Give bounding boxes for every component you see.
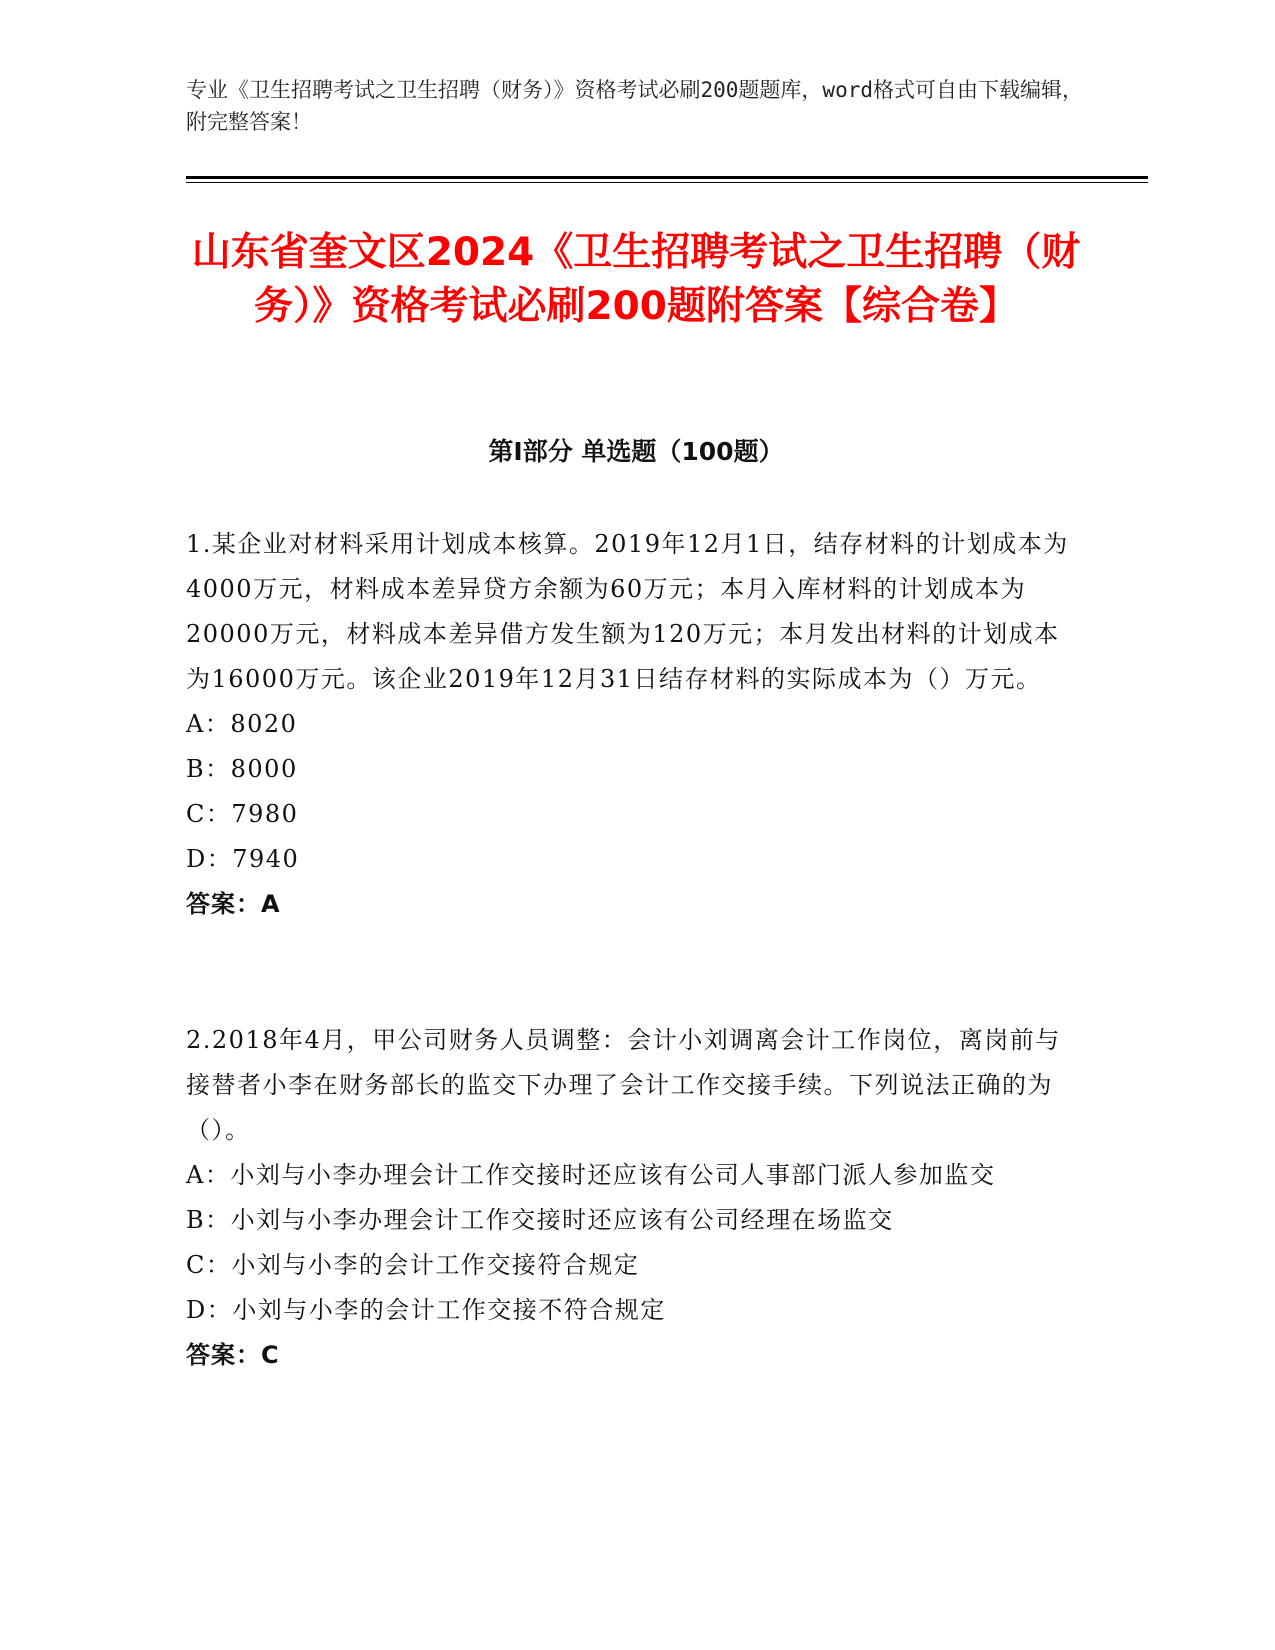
option-c: C：7980 [186, 800, 299, 828]
option-c: C：小刘与小李的会计工作交接符合规定 [186, 1251, 640, 1279]
option-b: B：8000 [186, 755, 298, 783]
question-answer: 答案：A [186, 890, 281, 918]
header-divider-thin [186, 182, 1148, 183]
question-stem: 1.某企业对材料采用计划成本核算。2019年12月1日，结存材料的计划成本为4000万元，材料成本差异贷方余额为60万元；本月入库材料的计划成本为20000万元，材料成本差异借方发生额为120万元；本月发出材料的计划成本为16000万元。该企业2019年12月31日结存材料的实际成本为（）万元。 [186, 530, 1069, 693]
option-b: B：小刘与小李办理会计工作交接时还应该有公司经理在场监交 [186, 1206, 894, 1234]
option-d: D：7940 [186, 845, 300, 873]
option-a: A：小刘与小李办理会计工作交接时还应该有公司人事部门派人参加监交 [186, 1161, 996, 1189]
question-stem: 2.2018年4月，甲公司财务人员调整：会计小刘调离会计工作岗位，离岗前与接替者小李在财务部长的监交下办理了会计工作交接手续。下列说法正确的为（）。 [186, 1026, 1061, 1144]
section-heading: 第I部分 单选题（100题） [488, 437, 784, 466]
option-d: D：小刘与小李的会计工作交接不符合规定 [186, 1296, 666, 1324]
question-answer: 答案：C [186, 1341, 280, 1369]
question-2 [186, 1018, 1076, 1378]
document-title: 山东省奎文区2024《卫生招聘考试之卫生招聘（财务）》资格考试必刷200题附答案【综合卷】 [191, 230, 1081, 329]
option-a: A：8020 [186, 710, 298, 738]
question-1 [186, 522, 1076, 927]
header-divider-thick [186, 176, 1148, 179]
header-note: 专业《卫生招聘考试之卫生招聘（财务）》资格考试必刷200题题库，word格式可自由下载编辑，附完整答案！ [186, 78, 1083, 134]
